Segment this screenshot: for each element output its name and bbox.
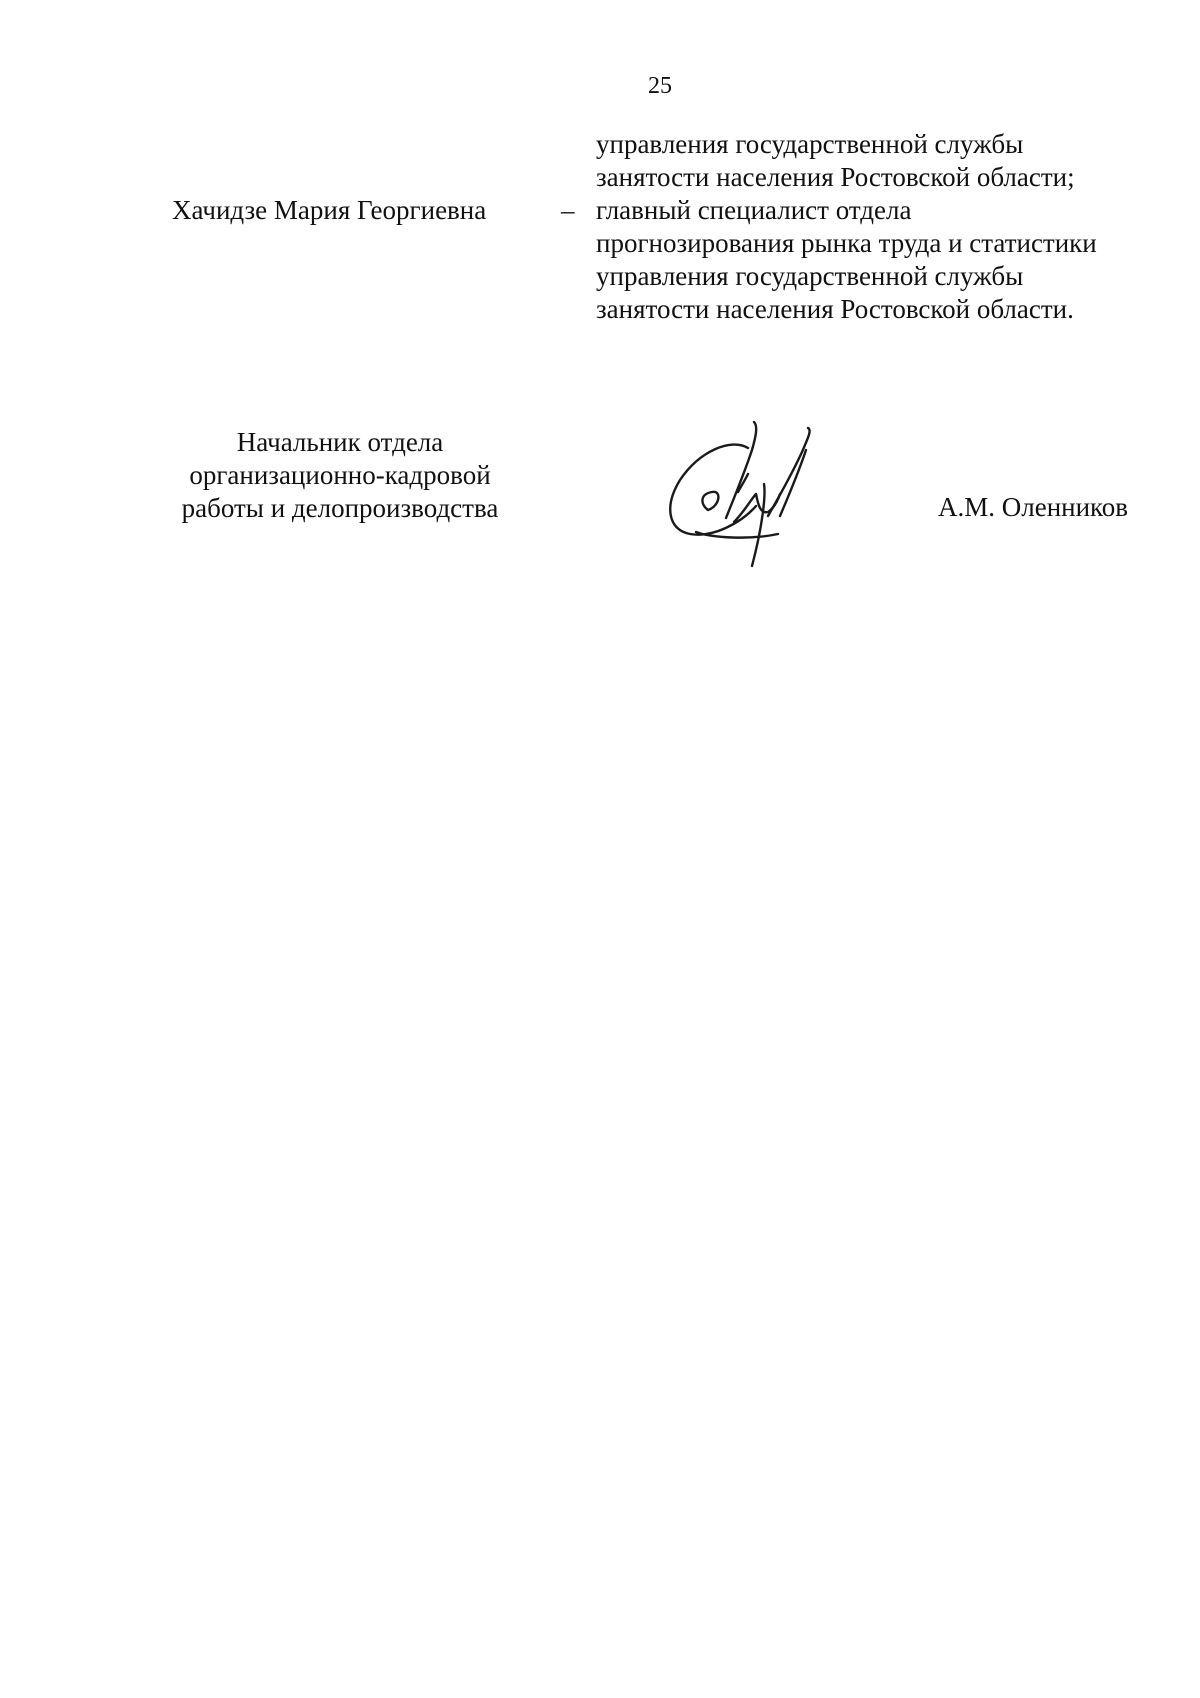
position-line: управления государственной службы bbox=[596, 129, 1024, 159]
position-line: главный специалист отдела bbox=[596, 195, 912, 225]
position-line: занятости населения Ростовской области; bbox=[596, 162, 1075, 192]
member-position bbox=[596, 194, 1097, 326]
position-line: прогнозирования рынка труда и статистики bbox=[596, 228, 1097, 258]
member-name: Хачидзе Мария Георгиевна bbox=[172, 195, 487, 225]
signer-name: А.М. Оленников bbox=[938, 492, 1129, 522]
signer-title-line: работы и делопроизводства bbox=[181, 493, 499, 523]
page-number: 25 bbox=[648, 73, 672, 99]
handwritten-signature-icon bbox=[660, 418, 840, 578]
member-dash: – bbox=[561, 195, 575, 225]
position-line: занятости населения Ростовской области. bbox=[596, 294, 1074, 324]
signer-title-line: Начальник отдела bbox=[236, 427, 444, 457]
signer-title bbox=[170, 426, 510, 525]
signer-title-line: организационно-кадровой bbox=[189, 460, 491, 490]
position-line: управления государственной службы bbox=[596, 261, 1024, 291]
previous-entry-position bbox=[596, 128, 1075, 194]
